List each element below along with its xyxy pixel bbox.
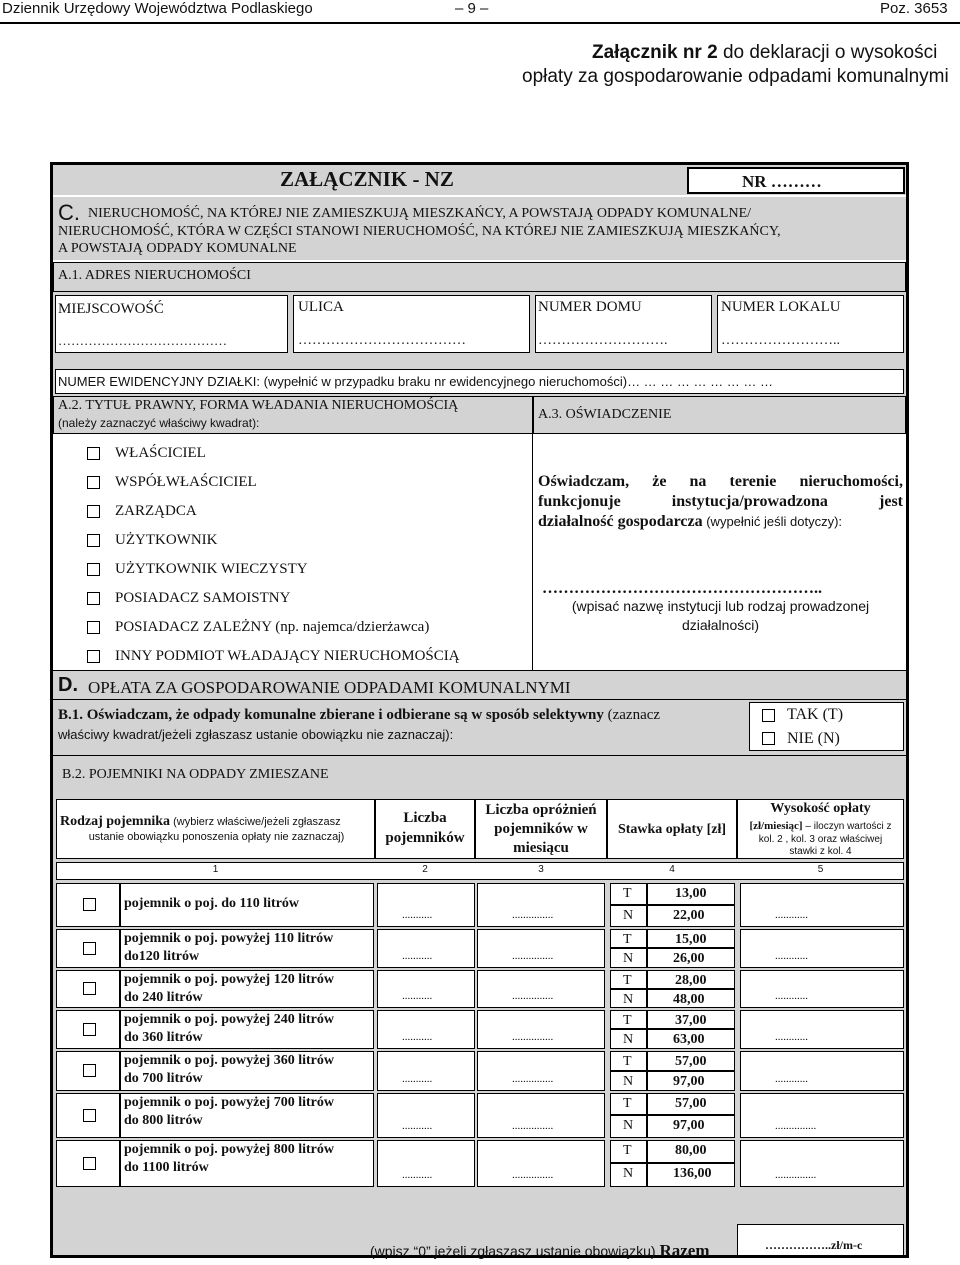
col3-header-line2: pojemników w	[494, 821, 588, 837]
table-row-emptyings-cell	[477, 1051, 605, 1091]
option-wlasciciel: WŁAŚCICIEL	[115, 445, 206, 461]
table-row-t-rate: 13,00	[675, 886, 707, 901]
numer-lokalu-dots: ……………………..	[721, 333, 840, 348]
table-row-label-line1: pojemnik o poj. do 110 litrów	[124, 896, 300, 911]
option-uzytkownik: UŻYTKOWNIK	[115, 532, 218, 548]
section-c-line3: A POWSTAJĄ ODPADY KOMUNALNE	[58, 241, 297, 256]
table-row-amount[interactable]: ............	[775, 909, 808, 921]
section-d-letter: D.	[58, 674, 78, 696]
table-row-checkbox[interactable]	[83, 942, 96, 955]
table-row-amount-cell	[740, 929, 904, 968]
table-row-n-letter: N	[623, 1074, 634, 1089]
table-row-checkbox[interactable]	[83, 1023, 96, 1036]
col5-header-line3: kol. 2 , kol. 3 oraz właściwej	[758, 834, 883, 845]
option-uzytkownik-wieczysty: UŻYTKOWNIK WIECZYSTY	[115, 561, 308, 577]
table-row-label-line2: do 800 litrów	[124, 1113, 203, 1128]
table-row-amount-cell	[740, 1010, 904, 1049]
razem-label: (wpisz “0” jeżeli zgłaszasz ustanie obowiązku) Razem	[370, 1241, 710, 1260]
col2-header-line1: Liczba	[403, 810, 447, 826]
checkbox-wspolwlasciciel[interactable]	[87, 476, 100, 489]
form-number: NR ………	[742, 172, 822, 191]
numer-domu-dots: ……………………….	[538, 333, 668, 348]
checkbox-posiadacz-zalezny[interactable]	[87, 621, 100, 634]
checkbox-tak[interactable]	[762, 709, 775, 722]
col5-header-line4: stawki z kol. 4	[789, 846, 852, 857]
table-row-checkbox[interactable]	[83, 898, 96, 911]
table-row-count[interactable]: ...........	[402, 1073, 433, 1085]
table-row-checkbox[interactable]	[83, 1064, 96, 1077]
miejscowosc-label: MIEJSCOWOŚĆ	[58, 301, 164, 317]
table-row-label-line1: pojemnik o poj. powyżej 800 litrów	[124, 1142, 334, 1157]
a1-title: A.1. ADRES NIERUCHOMOŚCI	[58, 268, 251, 283]
col5-header-line1: Wysokość opłaty	[770, 801, 871, 816]
table-row-t-rate: 80,00	[675, 1143, 707, 1158]
table-row-n-letter: N	[623, 1166, 634, 1181]
col5-header-line2: [zł/miesiąc] – iloczyn wartości z	[749, 820, 892, 832]
annex-subtitle: opłaty za gospodarowanie odpadami komunalnymi	[522, 66, 949, 87]
table-row-emptyings[interactable]: ...............	[512, 909, 554, 921]
table-row-t-letter: T	[623, 973, 632, 988]
table-row-t-letter: T	[623, 886, 632, 901]
table-row-n-letter: N	[623, 992, 634, 1007]
col1-header-line2: ustanie obowiązku ponoszenia opłaty nie zaznaczaj)	[88, 831, 345, 843]
table-row-label-line2: do 240 litrów	[124, 990, 203, 1005]
checkbox-inny-podmiot[interactable]	[87, 650, 100, 663]
table-row-emptyings[interactable]: ...............	[512, 1031, 554, 1043]
table-row-amount-cell	[740, 1051, 904, 1091]
table-row-t-rate: 57,00	[675, 1054, 707, 1069]
option-inny-podmiot: INNY PODMIOT WŁADAJĄCY NIERUCHOMOŚCIĄ	[115, 648, 460, 664]
table-row-count[interactable]: ...........	[402, 990, 433, 1002]
statement-line2: funkcjonuje instytucja/prowadzona jest	[538, 493, 903, 510]
table-row-n-letter: N	[623, 908, 634, 923]
table-row-n-rate: 26,00	[673, 951, 705, 966]
table-row-n-rate: 136,00	[673, 1166, 712, 1181]
checkbox-nie[interactable]	[762, 732, 775, 745]
table-row-emptyings-cell	[477, 970, 605, 1008]
col4-header-text: Stawka opłaty [zł]	[617, 822, 727, 837]
table-row-n-rate: 22,00	[673, 908, 705, 923]
col-number-2: 2	[422, 864, 428, 875]
table-row-label-line1: pojemnik o poj. powyżej 360 litrów	[124, 1053, 334, 1068]
table-row-emptyings-cell	[477, 1010, 605, 1049]
header-rule	[0, 22, 960, 24]
table-row-emptyings[interactable]: ...............	[512, 950, 554, 962]
table-row-amount[interactable]: ...............	[775, 1169, 817, 1181]
section-c-line2: NIERUCHOMOŚĆ, KTÓRA W CZĘŚCI STANOWI NIERUCHOMOŚĆ, NA KTÓREJ NIE ZAMIESZKUJĄ MIESZKAŃCY,	[58, 224, 781, 239]
table-row-count[interactable]: ...........	[402, 1031, 433, 1043]
table-row-count-cell	[377, 1051, 475, 1091]
table-row-n-rate: 97,00	[673, 1118, 705, 1133]
table-row-t-rate: 15,00	[675, 932, 707, 947]
nie-label: NIE (N)	[787, 730, 840, 747]
checkbox-wlasciciel[interactable]	[87, 447, 100, 460]
table-row-label-line1: pojemnik o poj. powyżej 700 litrów	[124, 1095, 334, 1110]
page-number: – 9 –	[455, 0, 489, 17]
a3-title: A.3. OŚWIADCZENIE	[538, 407, 672, 422]
col3-header-line1: Liczba opróżnień	[485, 802, 597, 818]
table-row-count-cell	[377, 1010, 475, 1049]
table-row-t-rate: 28,00	[675, 973, 707, 988]
b2-title: B.2. POJEMNIKI NA ODPADY ZMIESZANE	[62, 767, 329, 782]
table-row-amount[interactable]: ...............	[775, 1120, 817, 1132]
table-row-n-letter: N	[623, 1118, 634, 1133]
col-number-1: 1	[212, 864, 219, 875]
statement-hint2: działalności)	[681, 617, 760, 633]
table-row-n-rate: 48,00	[673, 992, 705, 1007]
table-row-t-letter: T	[623, 1143, 632, 1158]
col1-header-text: Rodzaj pojemnika (wybierz właściwe/jeżeli zgłaszasz	[60, 814, 341, 829]
statement-line3: działalność gospodarcza (wypełnić jeśli dotyczy):	[538, 513, 843, 530]
table-row-n-letter: N	[623, 951, 634, 966]
table-row-label-line1: pojemnik o poj. powyżej 110 litrów	[124, 931, 334, 946]
table-row-emptyings[interactable]: ...............	[512, 1120, 554, 1132]
table-row-count[interactable]: ...........	[402, 909, 433, 921]
col3-header-line3: miesiącu	[513, 840, 569, 856]
col2-header	[375, 799, 475, 859]
table-row-checkbox[interactable]	[83, 982, 96, 995]
checkbox-zarzadca[interactable]	[87, 505, 100, 518]
a2-title: A.2. TYTUŁ PRAWNY, FORMA WŁADANIA NIERUCHOMOŚCIĄ	[58, 398, 459, 413]
table-row-label-line1: pojemnik o poj. powyżej 120 litrów	[124, 972, 334, 987]
table-row-t-letter: T	[623, 1013, 632, 1028]
table-row-count[interactable]: ...........	[402, 1169, 433, 1181]
table-row-count[interactable]: ...........	[402, 1120, 433, 1132]
table-row-checkbox[interactable]	[83, 1109, 96, 1122]
col2-header-line2: pojemników	[385, 830, 465, 846]
ewid-label: NUMER EWIDENCYJNY DZIAŁKI: (wypełnić w przypadku braku nr ewidencyjnego nieruchomości)… … … … … … … … …	[58, 374, 773, 389]
option-posiadacz-zalezny: POSIADACZ ZALEŻNY (np. najemca/dzierżawca)	[115, 619, 430, 635]
b1-line2: właściwy kwadrat/jeżeli zgłaszasz ustanie obowiązku nie zaznaczaj):	[58, 727, 454, 742]
statement-dots[interactable]: ……………………………………………..	[542, 580, 822, 597]
section-c-letter: C.	[58, 200, 80, 225]
statement-line1: Oświadczam, że na terenie nieruchomości,	[538, 473, 903, 490]
table-row-checkbox[interactable]	[83, 1157, 96, 1170]
ulica-dots: ………………………………	[298, 333, 466, 348]
section-d-title: OPŁATA ZA GOSPODAROWANIE ODPADAMI KOMUNALNYMI	[88, 678, 571, 697]
option-posiadacz-samoistny: POSIADACZ SAMOISTNY	[115, 590, 291, 606]
option-wspolwlasciciel: WSPÓŁWŁAŚCICIEL	[115, 474, 257, 490]
table-row-n-letter: N	[623, 1032, 634, 1047]
form-title: ZAŁĄCZNIK - NZ	[280, 167, 454, 191]
tak-label: TAK (T)	[787, 706, 844, 723]
miejscowosc-dots: …………………………………	[58, 333, 227, 348]
statement-hint1: (wpisać nazwę instytucji lub rodzaj prowadzonej	[571, 598, 870, 614]
table-row-amount[interactable]: ............	[775, 1031, 808, 1043]
table-row-label-line1: pojemnik o poj. powyżej 240 litrów	[124, 1012, 334, 1027]
table-row-t-letter: T	[623, 932, 632, 947]
table-row-emptyings[interactable]: ...............	[512, 990, 554, 1002]
table-row-amount[interactable]: ............	[775, 950, 808, 962]
option-zarzadca: ZARZĄDCA	[115, 503, 197, 519]
position-number: Poz. 3653	[880, 0, 948, 17]
table-row-label-line2: do 360 litrów	[124, 1030, 203, 1045]
numer-lokalu-label: NUMER LOKALU	[721, 299, 841, 315]
a2-subtitle: (należy zaznaczyć właściwy kwadrat):	[58, 416, 260, 430]
section-c-line1: NIERUCHOMOŚĆ, NA KTÓREJ NIE ZAMIESZKUJĄ MIESZKAŃCY, A POWSTAJĄ ODPADY KOMUNALNE/	[88, 206, 752, 221]
journal-name: Dziennik Urzędowy Województwa Podlaskiego	[2, 0, 313, 17]
col-number-4: 4	[669, 864, 675, 875]
col-number-3: 3	[538, 864, 544, 875]
table-row-amount-cell	[740, 1093, 904, 1138]
table-row-label-line2: do 700 litrów	[124, 1071, 203, 1086]
annex-title: Załącznik nr 2 do deklaracji o wysokości	[592, 42, 938, 63]
table-row-n-rate: 97,00	[673, 1074, 705, 1089]
b1-statement: B.1. Oświadczam, że odpady komunalne zbierane i odbierane są w sposób selektywny (zaznacz	[58, 707, 661, 723]
checkbox-uzytkownik[interactable]	[87, 534, 100, 547]
table-row-count[interactable]: ...........	[402, 950, 433, 962]
table-row-amount[interactable]: ............	[775, 990, 808, 1002]
table-row-amount[interactable]: ............	[775, 1073, 808, 1085]
table-row-amount-cell	[740, 883, 904, 927]
checkbox-posiadacz-samoistny[interactable]	[87, 592, 100, 605]
table-row-t-letter: T	[623, 1096, 632, 1111]
table-row-label-line2: do120 litrów	[124, 949, 200, 964]
table-row-t-rate: 57,00	[675, 1096, 707, 1111]
razem-total[interactable]: ……………..zł/m-c	[765, 1238, 863, 1252]
table-row-count-cell	[377, 929, 475, 968]
table-row-emptyings[interactable]: ...............	[512, 1073, 554, 1085]
table-row-label-line2: do 1100 litrów	[124, 1160, 209, 1175]
table-row-count-cell	[377, 970, 475, 1008]
checkbox-uzytkownik-wieczysty[interactable]	[87, 563, 100, 576]
col-number-5: 5	[817, 864, 824, 875]
table-row-amount-cell	[740, 970, 904, 1008]
ulica-label: ULICA	[298, 299, 344, 315]
table-row-t-letter: T	[623, 1054, 632, 1069]
table-row-amount-cell	[740, 1140, 904, 1187]
table-row-emptyings-cell	[477, 929, 605, 968]
table-row-t-rate: 37,00	[675, 1013, 707, 1028]
table-row-n-rate: 63,00	[673, 1032, 705, 1047]
numer-domu-label: NUMER DOMU	[538, 299, 642, 315]
table-row-emptyings[interactable]: ...............	[512, 1169, 554, 1181]
